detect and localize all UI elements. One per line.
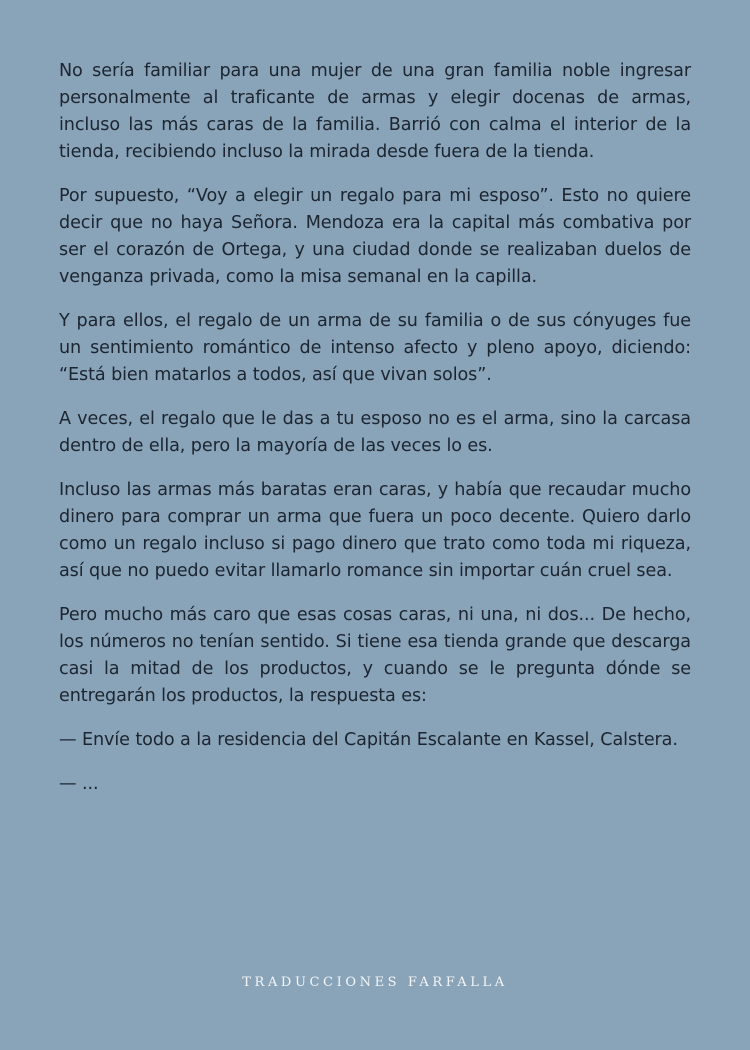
paragraph-4: A veces, el regalo que le das a tu esposo no es el arma, sino la carcasa dentro de ella, pero la mayoría de las veces lo es. (59, 409, 691, 456)
paragraph-7: — Envíe todo a la residencia del Capitán Escalante en Kassel, Calstera. (59, 730, 678, 750)
footer-credit: TRADUCCIONES FARFALLA (242, 975, 508, 990)
paragraph-8: — ... (59, 774, 99, 794)
paragraph-3: Y para ellos, el regalo de un arma de su familia o de sus cónyuges fue un sentimiento romántico de intenso afecto y pleno apoyo, diciendo: “Está bien matarlos a todos, así que vivan solos”. (59, 311, 691, 385)
paragraph-1: No sería familiar para una mujer de una gran familia noble ingresar personalmente al traficante de armas y elegir docenas de armas, incluso las más caras de la familia. Barrió con calma el interior de la tienda, recibiendo incluso la mirada desde fuera de la tienda. (59, 61, 691, 162)
paragraph-2: Por supuesto, “Voy a elegir un regalo para mi esposo”. Esto no quiere decir que no haya Señora. Mendoza era la capital más combativa por ser el corazón de Ortega, y una ciudad donde se realizaban duelos de venganza privada, como la misa semanal en la capilla. (59, 186, 691, 287)
page-body (59, 58, 691, 815)
paragraph-6: Pero mucho más caro que esas cosas caras, ni una, ni dos... De hecho, los números no tenían sentido. Si tiene esa tienda grande que descarga casi la mitad de los productos, y cuando se le pregunta dónde se entregarán los productos, la respuesta es: (59, 605, 691, 706)
paragraph-5: Incluso las armas más baratas eran caras, y había que recaudar mucho dinero para comprar un arma que fuera un poco decente. Quiero darlo como un regalo incluso si pago dinero que trato como toda mi riqueza, así que no puedo evitar llamarlo romance sin importar cuán cruel sea. (59, 480, 691, 581)
